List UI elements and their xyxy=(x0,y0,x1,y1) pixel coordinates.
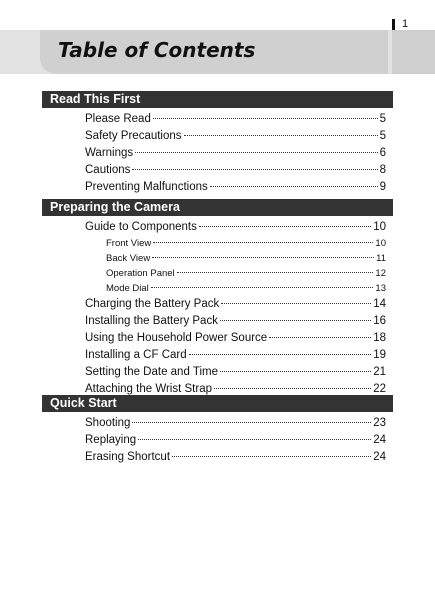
toc-entry-label: Installing the Battery Pack xyxy=(85,315,218,327)
toc-entry-label: Preventing Malfunctions xyxy=(85,181,208,193)
toc-entry[interactable] xyxy=(42,219,393,236)
toc-entry-label: Cautions xyxy=(85,164,131,176)
dot-leader xyxy=(184,135,378,136)
toc-entry[interactable] xyxy=(42,281,393,296)
dot-leader xyxy=(189,354,372,355)
toc-entry-page: 24 xyxy=(373,451,386,463)
dot-leader xyxy=(138,439,371,440)
toc-entry-page: 22 xyxy=(373,383,386,395)
toc-entry-page: 19 xyxy=(373,349,386,361)
section-read-this-first xyxy=(42,91,393,196)
toc-entry-label: Using the Household Power Source xyxy=(85,332,268,344)
toc-entry-page: 21 xyxy=(373,366,386,378)
dot-leader xyxy=(199,226,371,227)
entry-list xyxy=(42,219,393,398)
toc-entry-label: Safety Precautions xyxy=(85,130,182,142)
page-title: Table of Contents xyxy=(58,38,256,62)
entry-list xyxy=(42,415,393,466)
toc-entry[interactable] xyxy=(42,236,393,251)
dot-leader xyxy=(132,422,371,423)
dot-leader xyxy=(132,169,377,170)
dot-leader xyxy=(210,186,378,187)
dot-leader xyxy=(135,152,377,153)
dot-leader xyxy=(269,337,371,338)
toc-entry[interactable] xyxy=(42,449,393,466)
dot-leader xyxy=(214,388,371,389)
toc-entry-label: Erasing Shortcut xyxy=(85,451,171,463)
toc-entry[interactable] xyxy=(42,266,393,281)
toc-entry-label: Guide to Components xyxy=(85,221,197,233)
section-heading: Preparing the Camera xyxy=(42,199,393,216)
toc-entry-label: Mode Dial xyxy=(106,283,149,294)
toc-entry-label: Installing a CF Card xyxy=(85,349,187,361)
toc-entry-page: 16 xyxy=(373,315,386,327)
toc-entry-page: 12 xyxy=(375,268,386,279)
toc-entry[interactable] xyxy=(42,251,393,266)
toc-entry-page: 24 xyxy=(373,434,386,446)
entry-list xyxy=(42,111,393,196)
toc-entry[interactable] xyxy=(42,162,393,179)
toc-entry-page: 9 xyxy=(379,181,386,193)
toc-entry-label: Attaching the Wrist Strap xyxy=(85,383,212,395)
toc-entry-label: Shooting xyxy=(85,417,131,429)
toc-entry-label: Warnings xyxy=(85,147,134,159)
toc-entry[interactable] xyxy=(42,128,393,145)
toc-entry-label: Please Read xyxy=(85,113,151,125)
toc-entry-page: 6 xyxy=(379,147,386,159)
toc-entry[interactable] xyxy=(42,313,393,330)
dot-leader xyxy=(152,257,374,258)
toc-entry-page: 18 xyxy=(373,332,386,344)
toc-entry-page: 11 xyxy=(376,253,386,264)
toc-entry-page: 14 xyxy=(373,298,386,310)
toc-entry-label: Back View xyxy=(106,253,151,264)
toc-entry[interactable] xyxy=(42,347,393,364)
dot-leader xyxy=(177,272,374,273)
toc-entry-label: Front View xyxy=(106,238,152,249)
dot-leader xyxy=(172,456,371,457)
dot-leader xyxy=(151,287,374,288)
toc-entry-page: 10 xyxy=(375,238,386,249)
dot-leader xyxy=(221,303,371,304)
toc-entry[interactable] xyxy=(42,415,393,432)
dot-leader xyxy=(153,242,373,243)
toc-entry[interactable] xyxy=(42,364,393,381)
toc-entry[interactable] xyxy=(42,330,393,347)
toc-entry-label: Charging the Battery Pack xyxy=(85,298,220,310)
toc-entry[interactable] xyxy=(42,145,393,162)
toc-entry[interactable] xyxy=(42,296,393,313)
section-quick-start xyxy=(42,395,393,466)
toc-entry-page: 13 xyxy=(375,283,386,294)
section-heading: Read This First xyxy=(42,91,393,108)
toc-entry-label: Operation Panel xyxy=(106,268,175,279)
toc-entry[interactable] xyxy=(42,179,393,196)
section-preparing-the-camera xyxy=(42,199,393,398)
toc-entry-page: 5 xyxy=(379,113,386,125)
dot-leader xyxy=(153,118,378,119)
toc-entry-label: Replaying xyxy=(85,434,137,446)
toc-entry-page: 5 xyxy=(379,130,386,142)
section-heading: Quick Start xyxy=(42,395,393,412)
dot-leader xyxy=(220,320,371,321)
toc-entry-page: 8 xyxy=(379,164,386,176)
toc-entry-page: 23 xyxy=(373,417,386,429)
toc-entry[interactable] xyxy=(42,432,393,449)
dot-leader xyxy=(220,371,371,372)
title-tab xyxy=(392,30,435,74)
toc-entry[interactable] xyxy=(42,111,393,128)
toc-entry-page: 10 xyxy=(373,221,386,233)
page-number: 1 xyxy=(402,18,409,30)
toc-entry-label: Setting the Date and Time xyxy=(85,366,218,378)
